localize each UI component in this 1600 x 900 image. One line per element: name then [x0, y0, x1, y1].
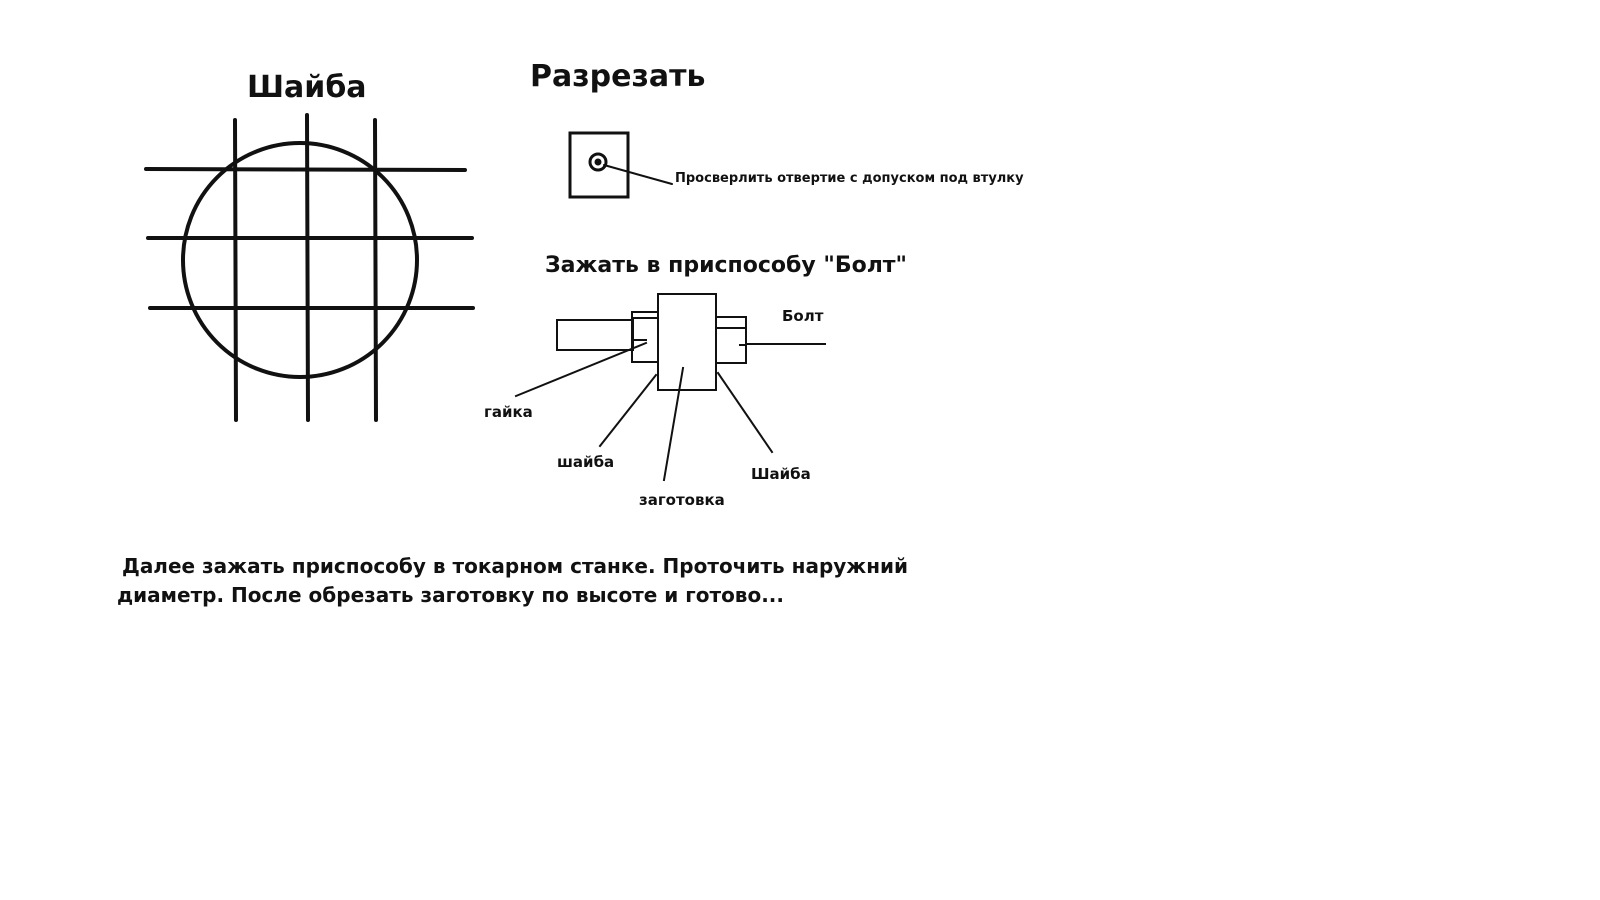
washer-circle	[183, 143, 417, 377]
label-washer-right: Шайба	[751, 465, 811, 483]
nut	[632, 312, 658, 362]
leader-washer-left	[600, 375, 656, 446]
label-bolt: Болт	[782, 307, 824, 325]
bolt-shank-left	[557, 320, 633, 350]
clamp-title: Зажать в приспособу "Болт"	[545, 253, 908, 278]
washer-drawing	[146, 115, 473, 420]
washer-right	[716, 317, 746, 363]
grid-line-horizontal-1	[146, 169, 465, 170]
grid-line-vertical-2	[307, 115, 308, 420]
cut-title: Разрезать	[530, 59, 706, 94]
washer-title: Шайба	[247, 70, 367, 105]
grid-line-vertical-1	[235, 120, 236, 420]
instructions-line-2: диаметр. После обрезать заготовку по высоте и готово...	[117, 583, 784, 607]
leader-washer-right	[718, 373, 772, 452]
drill-note: Просверлить отвертие с допуском под втулку	[675, 171, 1024, 186]
label-nut: гайка	[484, 403, 533, 421]
label-washer-left: шайба	[557, 453, 615, 471]
label-workpiece: заготовка	[639, 491, 725, 509]
drill-leader-line	[604, 165, 672, 184]
drill-hole-center	[596, 160, 600, 164]
grid-line-vertical-3	[375, 120, 376, 420]
workpiece	[658, 294, 716, 390]
leader-workpiece	[664, 368, 683, 480]
instructions-line-1: Далее зажать приспособу в токарном станке. Проточить наружний	[122, 554, 909, 578]
cut-piece-drawing	[570, 133, 672, 197]
